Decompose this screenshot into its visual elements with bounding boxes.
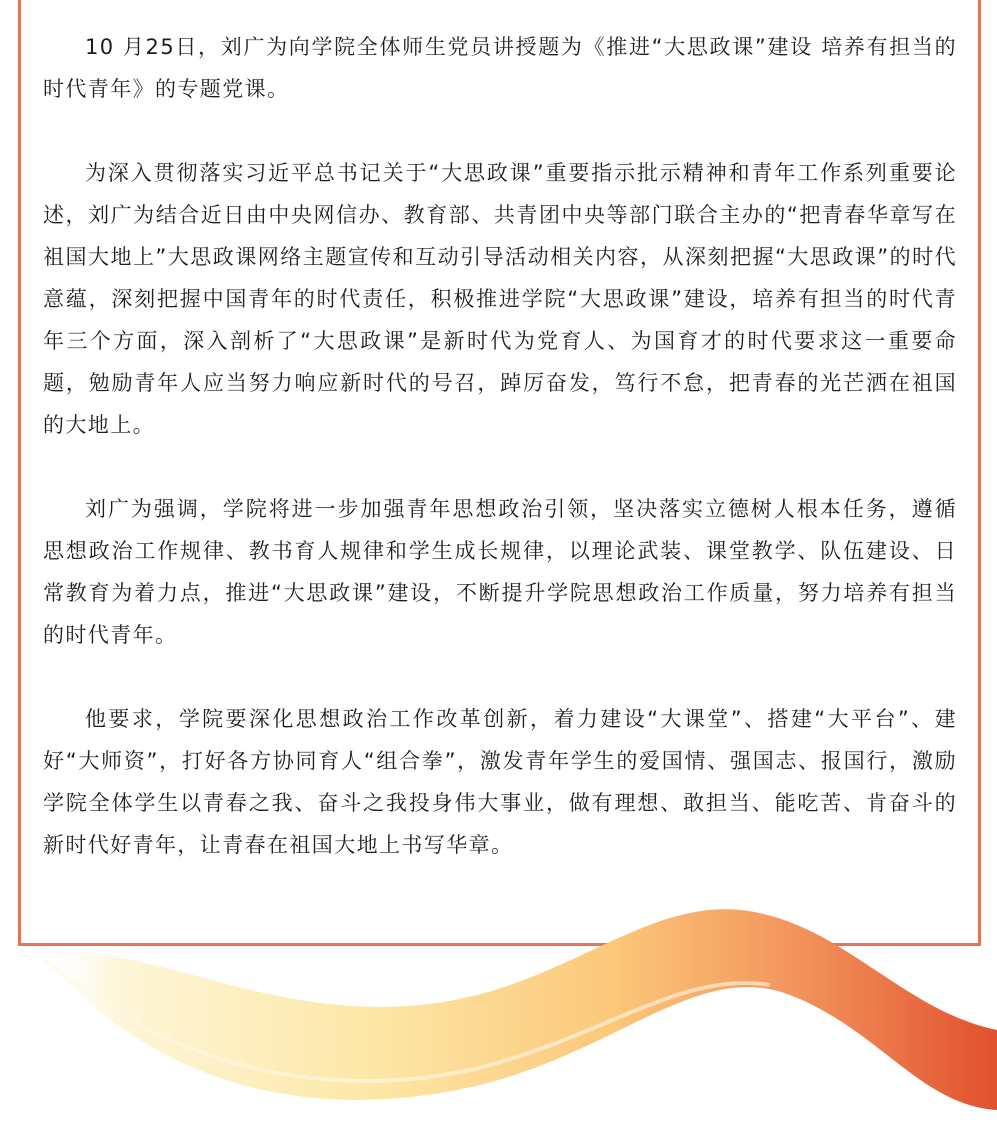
decorative-ribbon [0, 900, 997, 1129]
ribbon-band [40, 909, 997, 1110]
paragraph-4: 他要求，学院要深化思想政治工作改革创新，着力建设“大课堂”、搭建“大平台”、建好“大师资”，打好各方协同育人“组合拳”，激发青年学生的爱国情、强国志、报国行，激励学院全体学生以青春之我、奋斗之我投身伟大事业，做有理想、敢担当、能吃苦、肯奋斗的新时代好青年，让青春在祖国大地上书写华章。 [43, 707, 957, 857]
paragraph-2: 为深入贯彻落实习近平总书记关于“大思政课”重要指示批示精神和青年工作系列重要论述，刘广为结合近日由中央网信办、教育部、共青团中央等部门联合主办的“把青春华章写在祖国大地上”大思政课网络主题宣传和互动引导活动相关内容，从深刻把握“大思政课”的时代意蕴，深刻把握中国青年的时代责任，积极推进学院“大思政课”建设，培养有担当的时代青年三个方面，深入剖析了“大思政课”是新时代为党育人、为国育才的时代要求这一重要命题，勉励青年人应当努力响应新时代的号召，踔厉奋发，笃行不怠，把青春的光芒洒在祖国的大地上。 [43, 161, 957, 437]
article-body [43, 26, 957, 908]
paragraph-3: 刘广为强调，学院将进一步加强青年思想政治引领，坚决落实立德树人根本任务，遵循思想政治工作规律、教书育人规律和学生成长规律，以理论武装、课堂教学、队伍建设、日常教育为着力点，推进“大思政课”建设，不断提升学院思想政治工作质量，努力培养有担当的时代青年。 [43, 497, 957, 647]
paragraph-1: 10 月25日，刘广为向学院全体师生党员讲授题为《推进“大思政课”建设 培养有担当的时代青年》的专题党课。 [43, 35, 957, 101]
